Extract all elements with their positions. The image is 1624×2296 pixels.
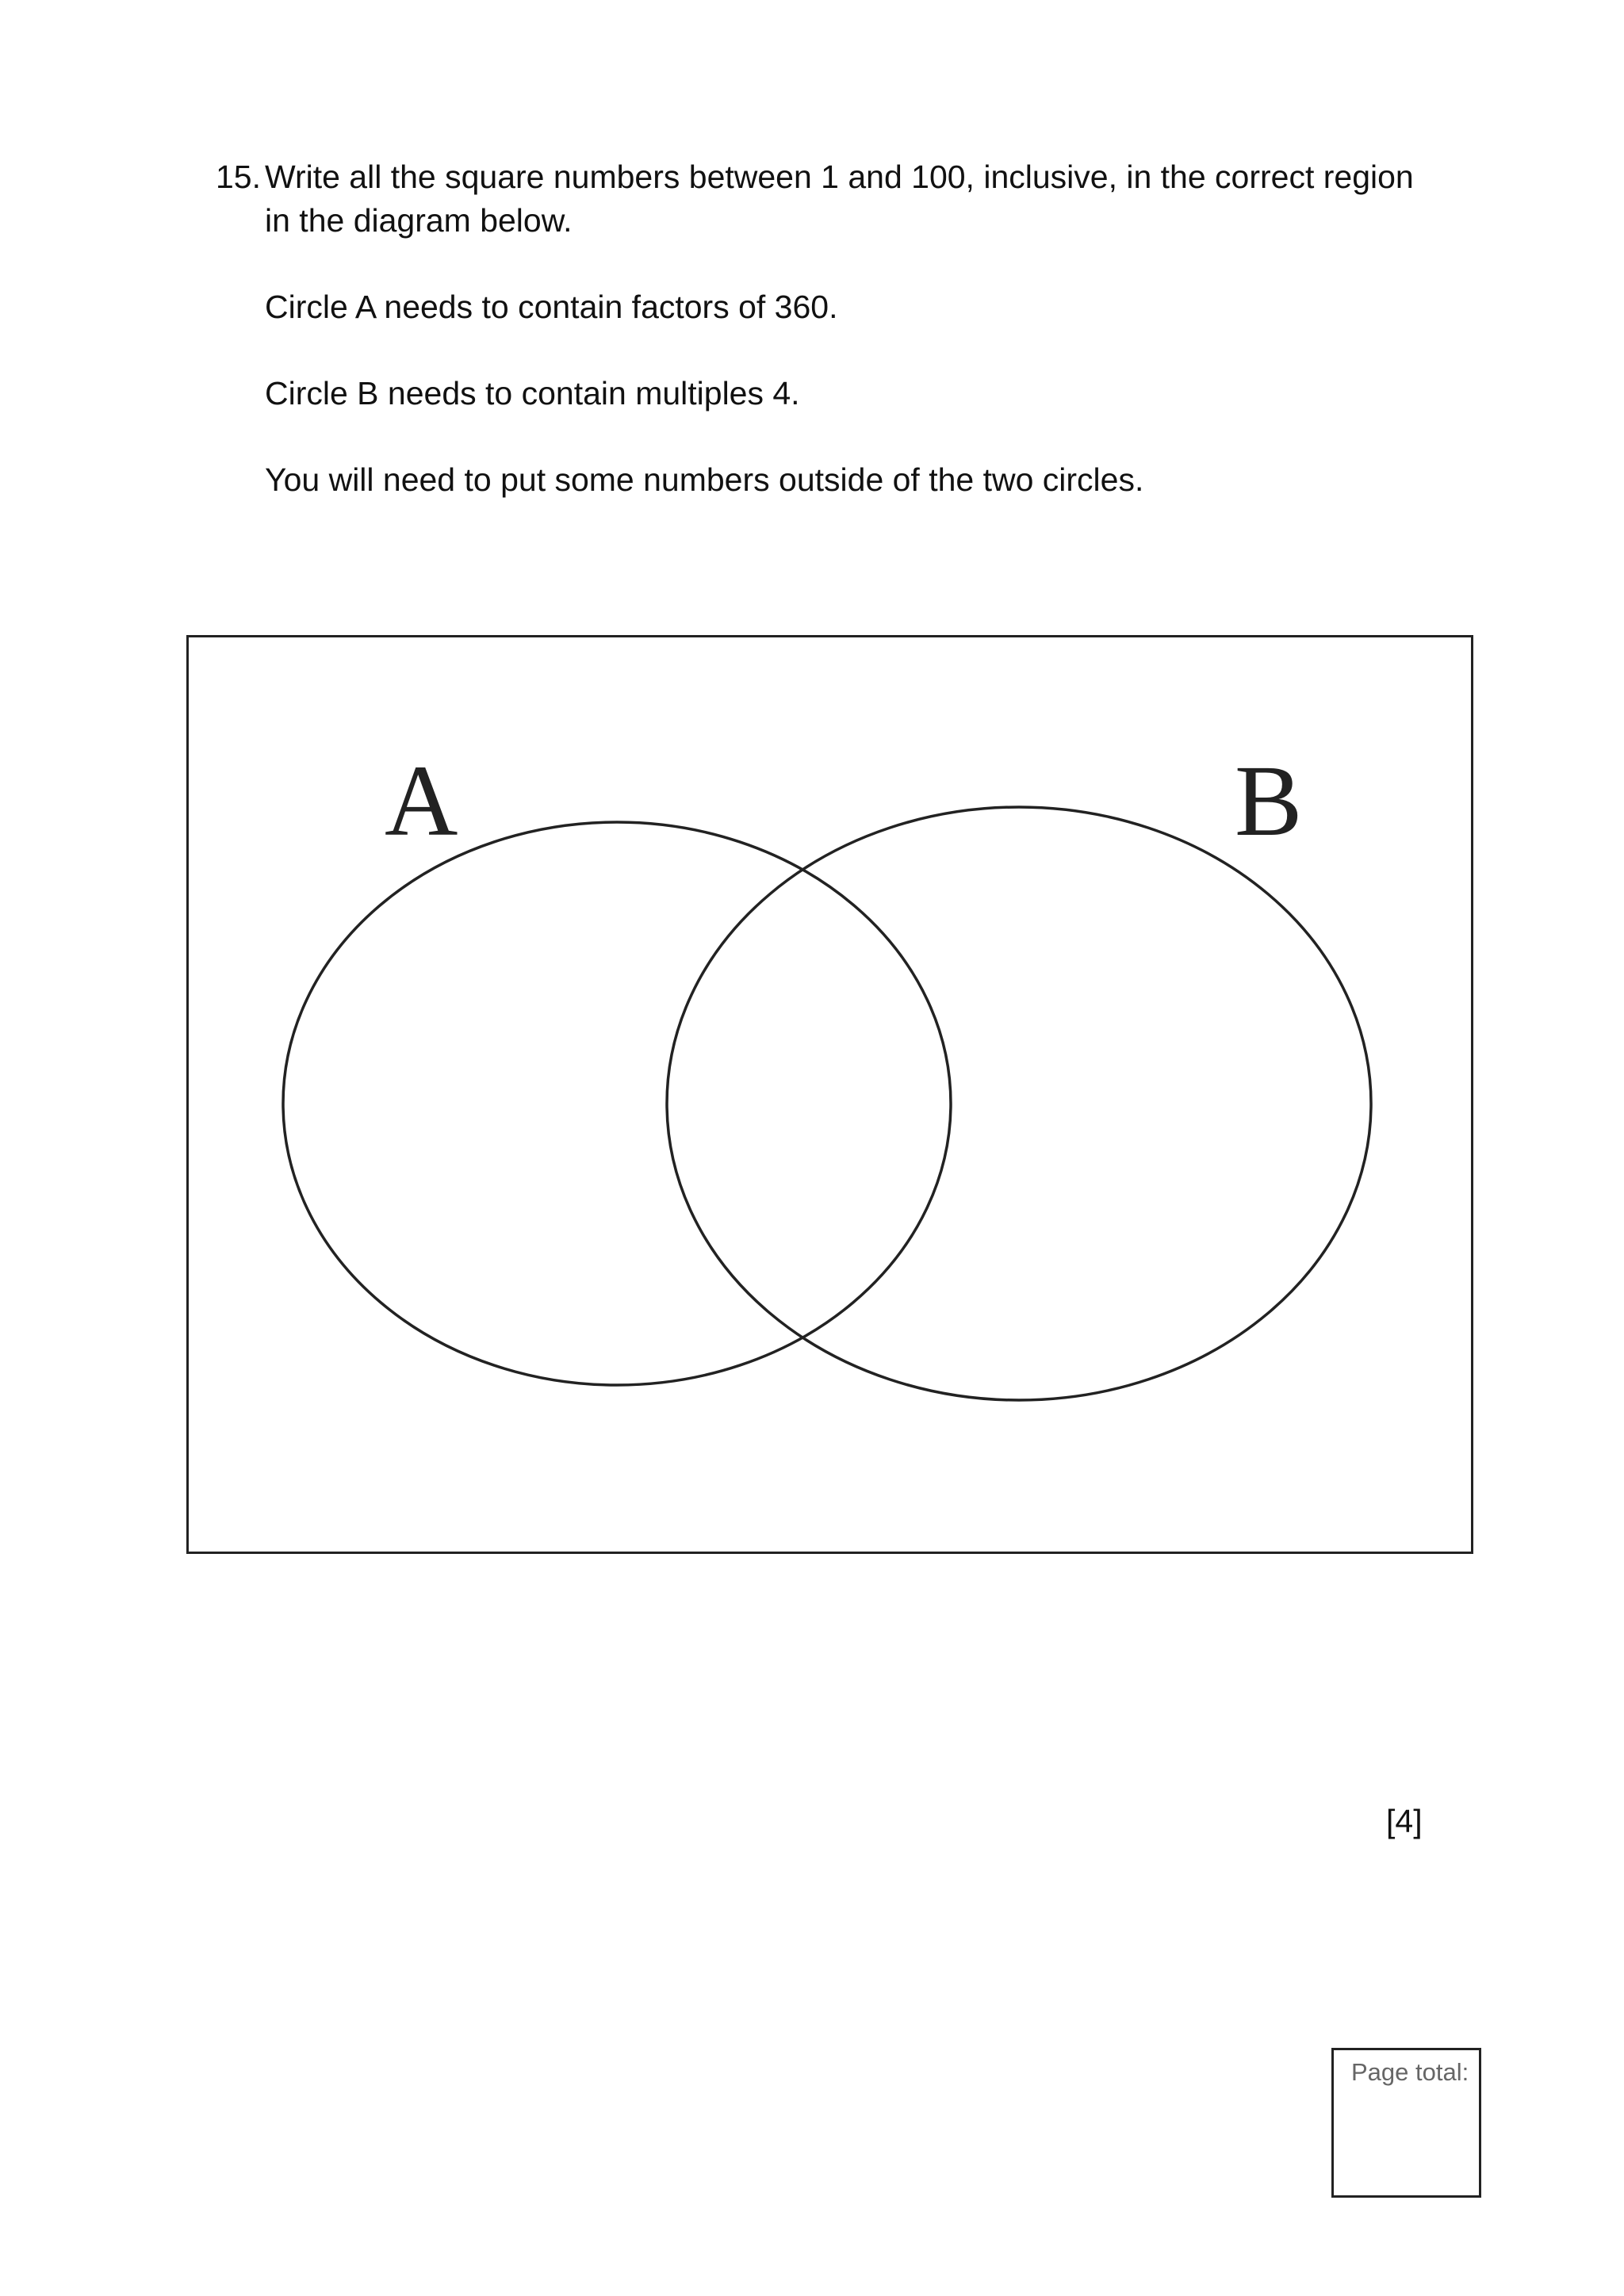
question-text-line-2: in the diagram below. bbox=[265, 202, 573, 239]
outside-instruction: You will need to put some numbers outside of the two circles. bbox=[265, 461, 1144, 498]
marks-indicator: [4] bbox=[1386, 1803, 1423, 1839]
circle-b-label: B bbox=[1235, 744, 1303, 857]
circle-b-instruction: Circle B needs to contain multiples 4. bbox=[265, 375, 800, 411]
circle-b bbox=[667, 807, 1371, 1400]
page-total-label: Page total: bbox=[1351, 2058, 1469, 2086]
circle-a-instruction: Circle A needs to contain factors of 360. bbox=[265, 289, 838, 325]
page-total-box[interactable] bbox=[1331, 2048, 1481, 2198]
question-number: 15. bbox=[216, 159, 261, 195]
question-text-line-1: Write all the square numbers between 1 and 100, inclusive, in the correct region bbox=[265, 159, 1414, 195]
circle-a bbox=[283, 822, 951, 1385]
circle-a-label: A bbox=[385, 744, 458, 857]
